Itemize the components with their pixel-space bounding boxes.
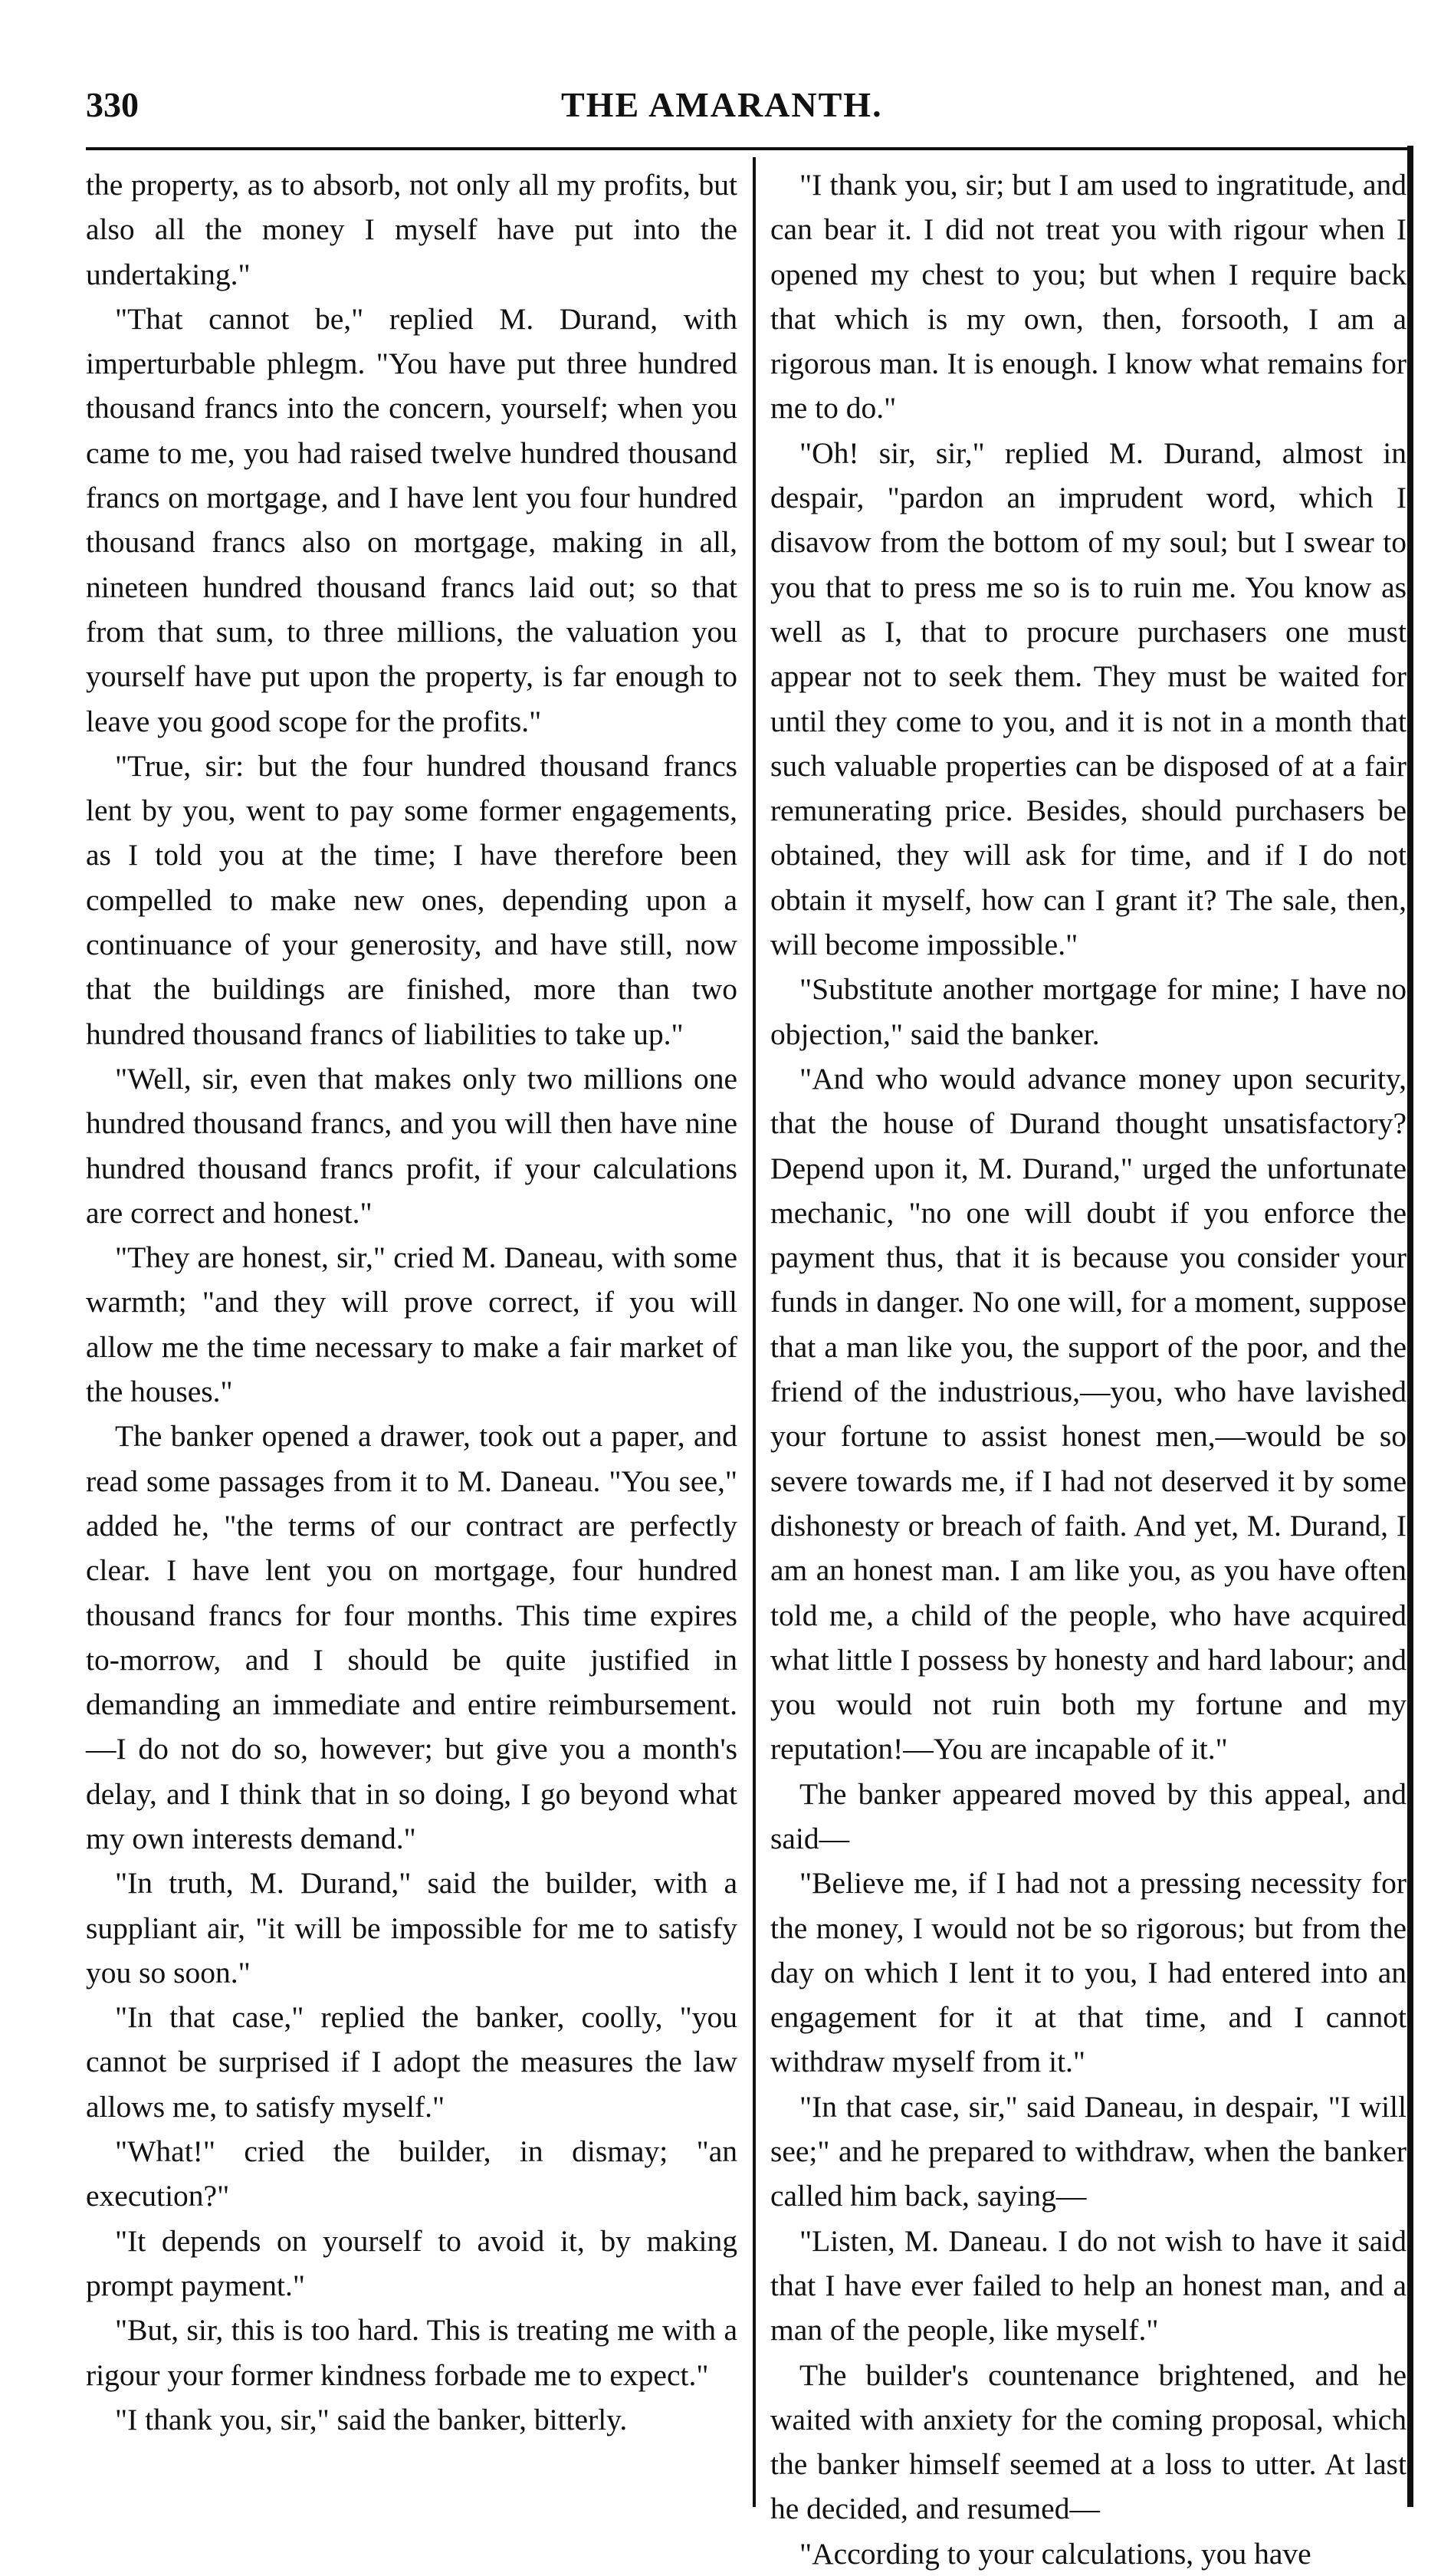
paragraph: "Believe me, if I had not a pressing necessity for the money, I would not be so rigorous; but from the day on which I lent it to you, I had entered into an engagement for it at that time, and I cannot withdraw myself from it." <box>770 1866 1407 2079</box>
paragraph: The builder's countenance brightened, and he waited with anxiety for the coming proposal, which the banker himself seemed at a loss to utter. At last he decided, and resumed— <box>770 2358 1407 2526</box>
paragraph: The banker opened a drawer, took out a paper, and read some passages from it to M. Daneau. "You see," added he, "the terms of our contract are perfectly clear. I have lent you on mortgage, four hundred thousand francs for four months. This time expires to-morrow, and I should be quite justified in demanding an immediate and entire reimbursement.—I do not do so, however; but give you a month's delay, and I think that in so doing, I go beyond what my own interests demand." <box>86 1419 737 1855</box>
page-number: 330 <box>86 85 139 124</box>
paragraph: "According to your calculations, you have <box>799 2536 1311 2571</box>
running-title: THE AMARANTH. <box>561 85 883 124</box>
paragraph: "I thank you, sir; but I am used to ingratitude, and can bear it. I did not treat you with rigour when I opened my chest to you; but when I require back that which is my own, then, forsooth, I am a rigorous man. It is enough. I know what remains for me to do." <box>770 168 1407 426</box>
paragraph: "In truth, M. Durand," said the builder, with a suppliant air, "it will be impossible for me to satisfy you so soon." <box>86 1866 737 1990</box>
right-column <box>770 163 1407 2571</box>
paragraph: "Listen, M. Daneau. I do not wish to have it said that I have ever failed to help an honest man, and a man of the people, like myself." <box>770 2223 1407 2348</box>
header-rule <box>86 147 1412 150</box>
page-edge-rule <box>1407 146 1413 2507</box>
left-column <box>86 163 737 2501</box>
paragraph: "Well, sir, even that makes only two millions one hundred thousand francs, and you will then have nine hundred thousand francs profit, if your calculations are correct and honest." <box>86 1061 737 1230</box>
paragraph: "It depends on yourself to avoid it, by making prompt payment." <box>86 2223 737 2302</box>
paragraph: "And who would advance money upon security, that the house of Durand thought unsatisfactory? Depend upon it, M. Durand," urged the unfortunate mechanic, "no one will doubt if you enforce the payment thus, that it is because you consider your funds in danger. No one will, for a moment, suppose that a man like you, the support of the poor, and the friend of the industrious,—you, who have lavished your fortune to assist honest men,—would be so severe towards me, if I had not deserved it by some dishonesty or breach of faith. And yet, M. Durand, I am an honest man. I am like you, as you have often told me, a child of the people, who have acquired what little I possess by honesty and hard labour; and you would not ruin both my fortune and my reputation!—You are incapable of it." <box>770 1061 1407 1766</box>
paragraph: "That cannot be," replied M. Durand, with imperturbable phlegm. "You have put three hundred thousand francs into the concern, yourself; when you came to me, you had raised twelve hundred thousand francs on mortgage, and I have lent you four hundred thousand francs also on mortgage, making in all, nineteen hundred thousand francs laid out; so that from that sum, to three millions, the valuation you yourself have put upon the property, is far enough to leave you good scope for the profits." <box>86 301 737 738</box>
paragraph: "In that case," replied the banker, coolly, "you cannot be surprised if I adopt the measures the law allows me, to satisfy myself." <box>86 2000 737 2124</box>
paragraph: "Oh! sir, sir," replied M. Durand, almost in despair, "pardon an imprudent word, which I disavow from the bottom of my soul; but I swear to you that to press me so is to ruin me. You know as well as I, that to procure purchasers one must appear not to seek them. They must be waited for until they come to you, and it is not in a month that such valuable properties can be disposed of at a fair remunerating price. Besides, should purchasers be obtained, they will ask for time, and if I do not obtain it myself, how can I grant it? The sale, then, will become impossible." <box>770 435 1407 962</box>
paragraph: "They are honest, sir," cried M. Daneau, with some warmth; "and they will prove correct, if you will allow me the time necessary to make a fair market of the houses." <box>86 1240 737 1409</box>
paragraph: "I thank you, sir," said the banker, bitterly. <box>115 2402 628 2436</box>
paragraph: "What!" cried the builder, in dismay; "an execution?" <box>86 2134 737 2213</box>
paragraph: "In that case, sir," said Daneau, in despair, "I will see;" and he prepared to withdraw, when the banker called him back, saying— <box>770 2089 1407 2213</box>
paragraph: "True, sir: but the four hundred thousand francs lent by you, went to pay some former engagements, as I told you at the time; I have therefore been compelled to make new ones, depending upon a continuance of your generosity, and have still, now that the buildings are finished, more than two hundred thousand francs of liabilities to take up." <box>86 748 737 1051</box>
paragraph: The banker appeared moved by this appeal, and said— <box>770 1776 1407 1855</box>
paragraph: "Substitute another mortgage for mine; I have no objection," said the banker. <box>770 972 1407 1051</box>
page-header <box>86 71 1404 140</box>
paragraph: "But, sir, this is too hard. This is treating me with a rigour your former kindness forbade me to expect." <box>86 2313 737 2392</box>
column-divider <box>753 157 756 2507</box>
paragraph: the property, as to absorb, not only all my profits, but also all the money I myself have put into the undertaking." <box>86 168 737 291</box>
